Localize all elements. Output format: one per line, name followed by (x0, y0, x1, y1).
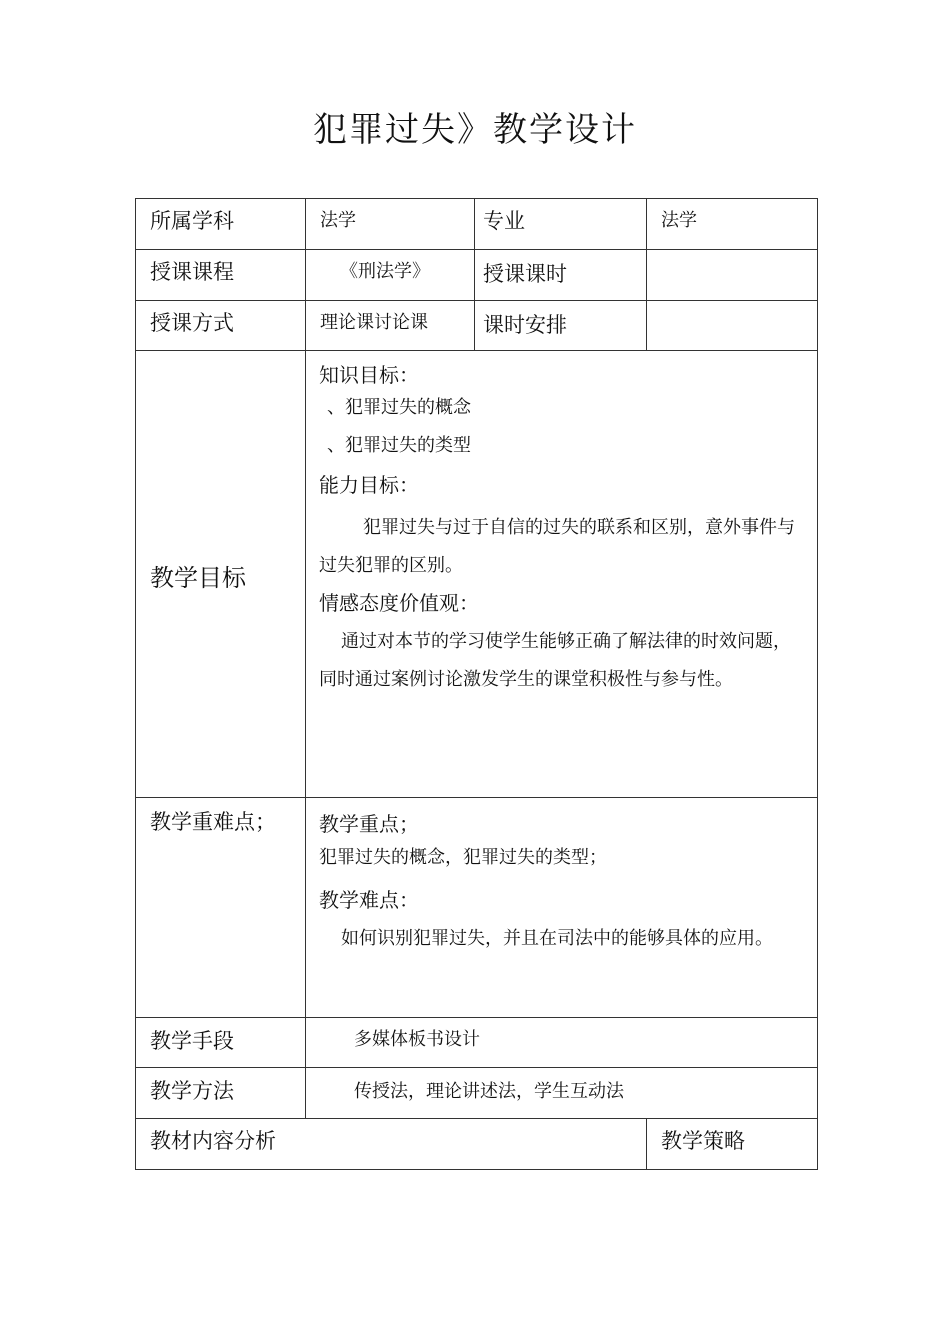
lesson-plan-table (135, 198, 818, 1170)
means-label: 教学手段 (150, 1029, 234, 1053)
analysis-label-cell (136, 1119, 647, 1170)
key-points-content-cell (306, 798, 818, 1018)
objectives-content-cell (306, 351, 818, 798)
methods-value: 传授法，理论讲述法，学生互动法 (354, 1081, 624, 1102)
row-means (136, 1018, 818, 1068)
method-type-value-cell (306, 301, 475, 351)
difficulty-text: 如何识别犯罪过失，并且在司法中的能够具体的应用。 (341, 928, 773, 949)
major-label-cell (475, 199, 647, 250)
hours-value-cell (647, 250, 818, 301)
emotion-head: 情感态度价值观： (319, 591, 479, 615)
schedule-label-cell (475, 301, 647, 351)
method-type-value: 理论课讨论课 (320, 312, 428, 333)
subject-value-cell (306, 199, 475, 250)
focus-head: 教学重点； (319, 812, 419, 836)
methods-label: 教学方法 (150, 1079, 234, 1103)
knowledge-item: 、犯罪过失的概念 (327, 397, 471, 418)
ability-head: 能力目标： (319, 473, 419, 497)
means-value-cell (306, 1018, 818, 1068)
row-method-type (136, 301, 818, 351)
difficulty-head: 教学难点： (319, 888, 419, 912)
row-subject (136, 199, 818, 250)
analysis-label: 教材内容分析 (150, 1129, 276, 1153)
course-label-cell (136, 250, 306, 301)
strategy-label-cell (647, 1119, 818, 1170)
subject-label-cell (136, 199, 306, 250)
means-label-cell (136, 1018, 306, 1068)
objectives-label-cell (136, 351, 306, 798)
methods-label-cell (136, 1068, 306, 1119)
major-value: 法学 (661, 210, 697, 231)
key-points-label-cell (136, 798, 306, 1018)
knowledge-item: 、犯罪过失的类型 (327, 435, 471, 456)
course-value-cell (306, 250, 475, 301)
course-label: 授课课程 (150, 260, 234, 284)
strategy-label: 教学策略 (661, 1129, 745, 1153)
hours-label: 授课课时 (483, 262, 567, 286)
row-methods (136, 1068, 818, 1119)
method-type-label-cell (136, 301, 306, 351)
major-label: 专业 (483, 209, 525, 233)
schedule-label: 课时安排 (483, 313, 567, 337)
row-objectives (136, 351, 818, 798)
objectives-label: 教学目标 (150, 564, 246, 592)
document-title: 犯罪过失》教学设计 (313, 110, 637, 150)
course-value: 《刑法学》 (340, 261, 430, 282)
row-course (136, 250, 818, 301)
hours-value (647, 250, 817, 259)
focus-text: 犯罪过失的概念，犯罪过失的类型； (319, 847, 607, 868)
knowledge-head: 知识目标： (319, 363, 419, 387)
subject-value: 法学 (320, 210, 356, 231)
method-type-label: 授课方式 (150, 311, 234, 335)
row-key-points (136, 798, 818, 1018)
emotion-text: 通过对本节的学习使学生能够正确了解法律的时效问题，同时通过案例讨论激发学生的课堂积极性与参与性。 (319, 631, 791, 690)
means-value: 多媒体板书设计 (354, 1029, 480, 1050)
ability-text: 犯罪过失与过于自信的过失的联系和区别，意外事件与过失犯罪的区别。 (319, 517, 795, 576)
key-points-label: 教学重难点； (150, 810, 276, 834)
schedule-value (647, 301, 817, 310)
schedule-value-cell (647, 301, 818, 351)
hours-label-cell (475, 250, 647, 301)
major-value-cell (647, 199, 818, 250)
methods-value-cell (306, 1068, 818, 1119)
subject-label: 所属学科 (150, 209, 234, 233)
row-analysis (136, 1119, 818, 1170)
